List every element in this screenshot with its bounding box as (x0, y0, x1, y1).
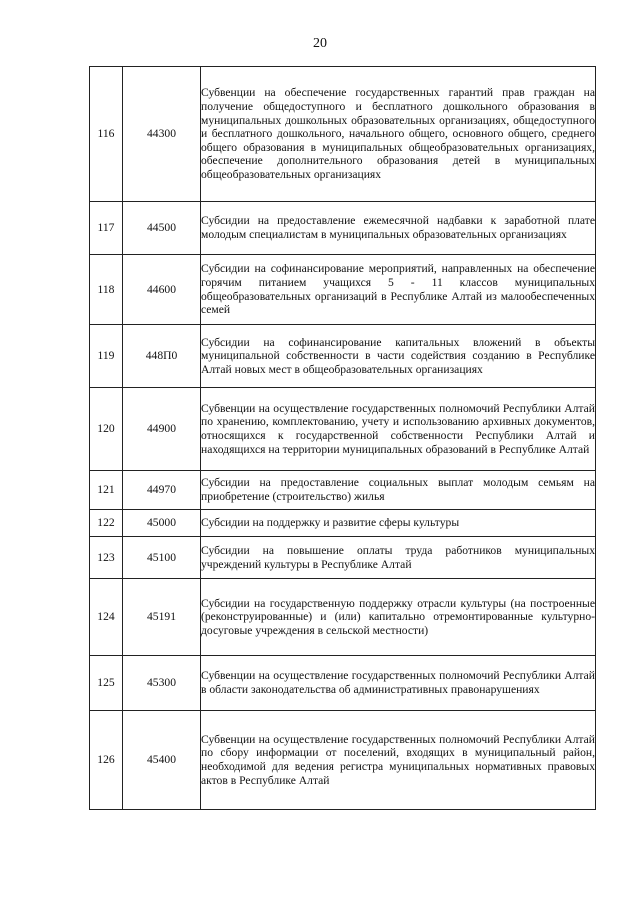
description-cell: Субсидии на софинансирование мероприятий, направленных на обеспечение горячим питанием учащихся 5 - 11 классов муниципальных общеобразовательных организаций в Республике Алтай из малообеспеченных семей (201, 255, 596, 325)
row-number-cell: 119 (90, 325, 123, 388)
table-row (90, 67, 596, 202)
row-number-cell: 125 (90, 656, 123, 711)
description-cell: Субвенции на обеспечение государственных гарантий прав граждан на получение общедоступного и бесплатного дошкольного образования в муниципальных дошкольных образовательных организациях, общедоступного и бесплатного дошкольного, начального общего, основного общего, среднего общего образования в муниципальных общеобразовательных организациях, обеспечение дополнительного образования детей в муниципальных общеобразовательных организациях (201, 67, 596, 202)
description-cell: Субвенции на осуществление государственных полномочий Республики Алтай в области законодательства об административных правонарушениях (201, 656, 596, 711)
row-number-cell: 123 (90, 537, 123, 579)
budget-classification-table (89, 66, 596, 810)
row-number-cell: 126 (90, 711, 123, 810)
table-row (90, 255, 596, 325)
code-cell: 44300 (123, 67, 201, 202)
row-number-cell: 117 (90, 202, 123, 255)
row-number-cell: 120 (90, 388, 123, 471)
code-cell: 45400 (123, 711, 201, 810)
description-cell: Субсидии на поддержку и развитие сферы культуры (201, 510, 596, 537)
table-row (90, 325, 596, 388)
row-number-cell: 122 (90, 510, 123, 537)
row-number-cell: 121 (90, 471, 123, 510)
table-row (90, 656, 596, 711)
table-row (90, 388, 596, 471)
page-number: 20 (313, 36, 327, 51)
table-row (90, 537, 596, 579)
table-row (90, 579, 596, 656)
code-cell: 44500 (123, 202, 201, 255)
row-number-cell: 124 (90, 579, 123, 656)
table-row (90, 510, 596, 537)
code-cell: 44900 (123, 388, 201, 471)
description-cell: Субвенции на осуществление государственных полномочий Республики Алтай по сбору информации от поселений, входящих в муниципальный район, необходимой для ведения регистра муниципальных нормативных правовых актов в Республике Алтай (201, 711, 596, 810)
table-row (90, 711, 596, 810)
row-number-cell: 118 (90, 255, 123, 325)
row-number-cell: 116 (90, 67, 123, 202)
table-row (90, 471, 596, 510)
code-cell: 45000 (123, 510, 201, 537)
code-cell: 45100 (123, 537, 201, 579)
description-cell: Субсидии на повышение оплаты труда работников муниципальных учреждений культуры в Республике Алтай (201, 537, 596, 579)
description-cell: Субсидии на софинансирование капитальных вложений в объекты муниципальной собственности в части содействия созданию в Республике Алтай новых мест в общеобразовательных организациях (201, 325, 596, 388)
code-cell: 45300 (123, 656, 201, 711)
code-cell: 44970 (123, 471, 201, 510)
code-cell: 44600 (123, 255, 201, 325)
table-row (90, 202, 596, 255)
code-cell: 448П0 (123, 325, 201, 388)
description-cell: Субсидии на предоставление социальных выплат молодым семьям на приобретение (строительство) жилья (201, 471, 596, 510)
description-cell: Субвенции на осуществление государственных полномочий Республики Алтай по хранению, комплектованию, учету и использованию архивных документов, относящихся к государственной собственности Республики Алтай и находящихся на территории муниципальных образований в Республике Алтай (201, 388, 596, 471)
description-cell: Субсидии на предоставление ежемесячной надбавки к заработной плате молодым специалистам в муниципальных образовательных организациях (201, 202, 596, 255)
description-cell: Субсидии на государственную поддержку отрасли культуры (на построенные (реконструированные) и (или) капитально отремонтированные культурно-досуговые учреждения в сельской местности) (201, 579, 596, 656)
code-cell: 45191 (123, 579, 201, 656)
